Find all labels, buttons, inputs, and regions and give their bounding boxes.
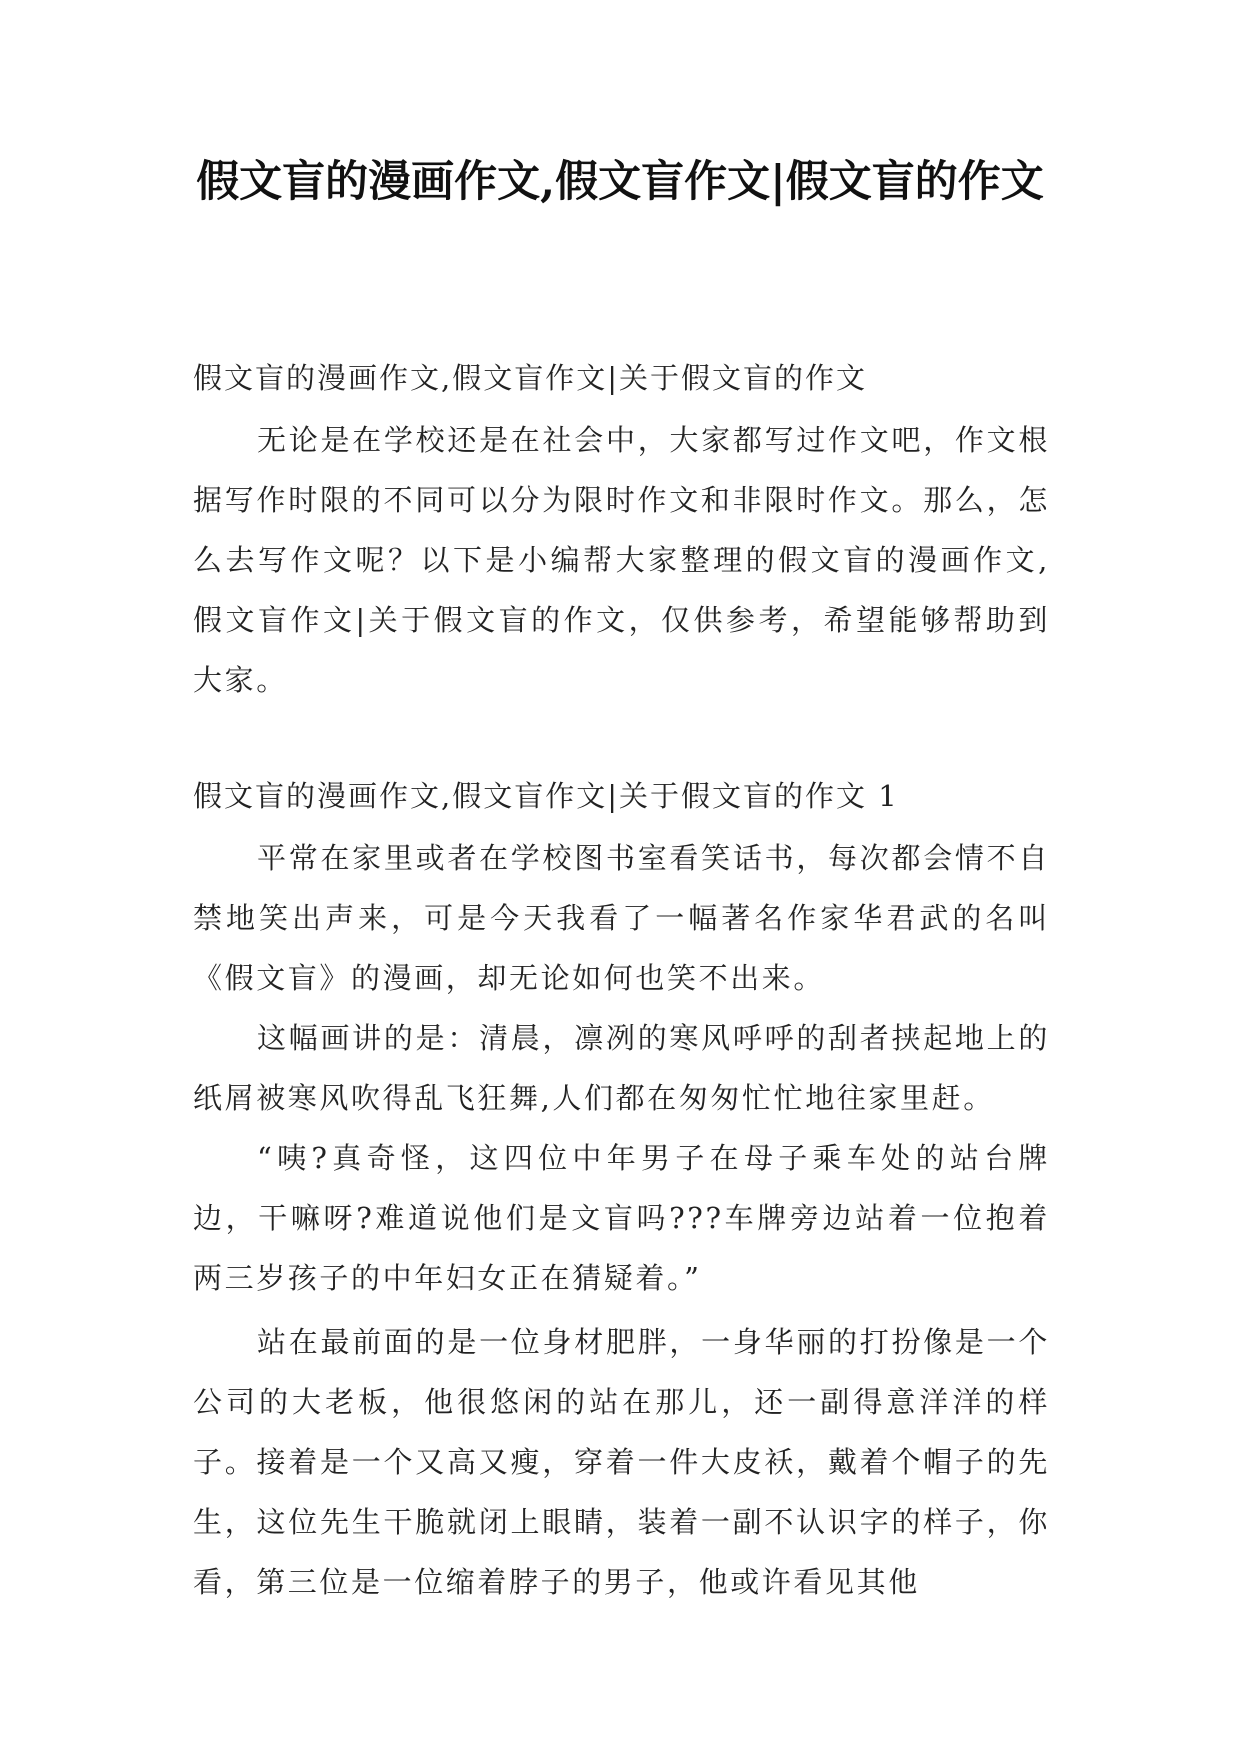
body-paragraph-3: “咦?真奇怪，这四位中年男子在母子乘车处的站台牌边，干嘛呀?难道说他们是文盲吗???车牌旁边站着一位抱着两三岁孩子的中年妇女正在猜疑着。” (193, 1141, 1050, 1295)
body-paragraph-2: 这幅画讲的是：清晨，凛冽的寒风呼呼的刮者挟起地上的纸屑被寒风吹得乱飞狂舞,人们都在匆匆忙忙地往家里赶。 (193, 1021, 1050, 1115)
section1-heading: 假文盲的漫画作文,假文盲作文|关于假文盲的作文 1 (193, 779, 899, 813)
section-spacer (193, 710, 1050, 774)
body-paragraph-4: 站在最前面的是一位身材肥胖，一身华丽的打扮像是一个公司的大老板，他很悠闲的站在那儿，还一副得意洋洋的样子。接着是一个又高又瘦，穿着一件大皮袄，戴着个帽子的先生，这位先生干脆就闭上眼睛，装着一副不认识字的样子，你看，第三位是一位缩着脖子的男子，他或许看见其他 (193, 1325, 1050, 1599)
intro-paragraph: 无论是在学校还是在社会中，大家都写过作文吧，作文根据写作时限的不同可以分为限时作文和非限时作文。那么，怎么去写作文呢？以下是小编帮大家整理的假文盲的漫画作文,假文盲作文|关于假文盲的作文，仅供参考，希望能够帮助到大家。 (193, 423, 1050, 697)
document-title: 假文盲的漫画作文,假文盲作文|假文盲的作文 (196, 157, 1044, 207)
intro-heading: 假文盲的漫画作文,假文盲作文|关于假文盲的作文 (193, 361, 867, 395)
document-body (193, 356, 1050, 1612)
body-paragraph-1: 平常在家里或者在学校图书室看笑话书，每次都会情不自禁地笑出声来，可是今天我看了一幅著名作家华君武的名叫《假文盲》的漫画，却无论如何也笑不出来。 (193, 841, 1050, 995)
